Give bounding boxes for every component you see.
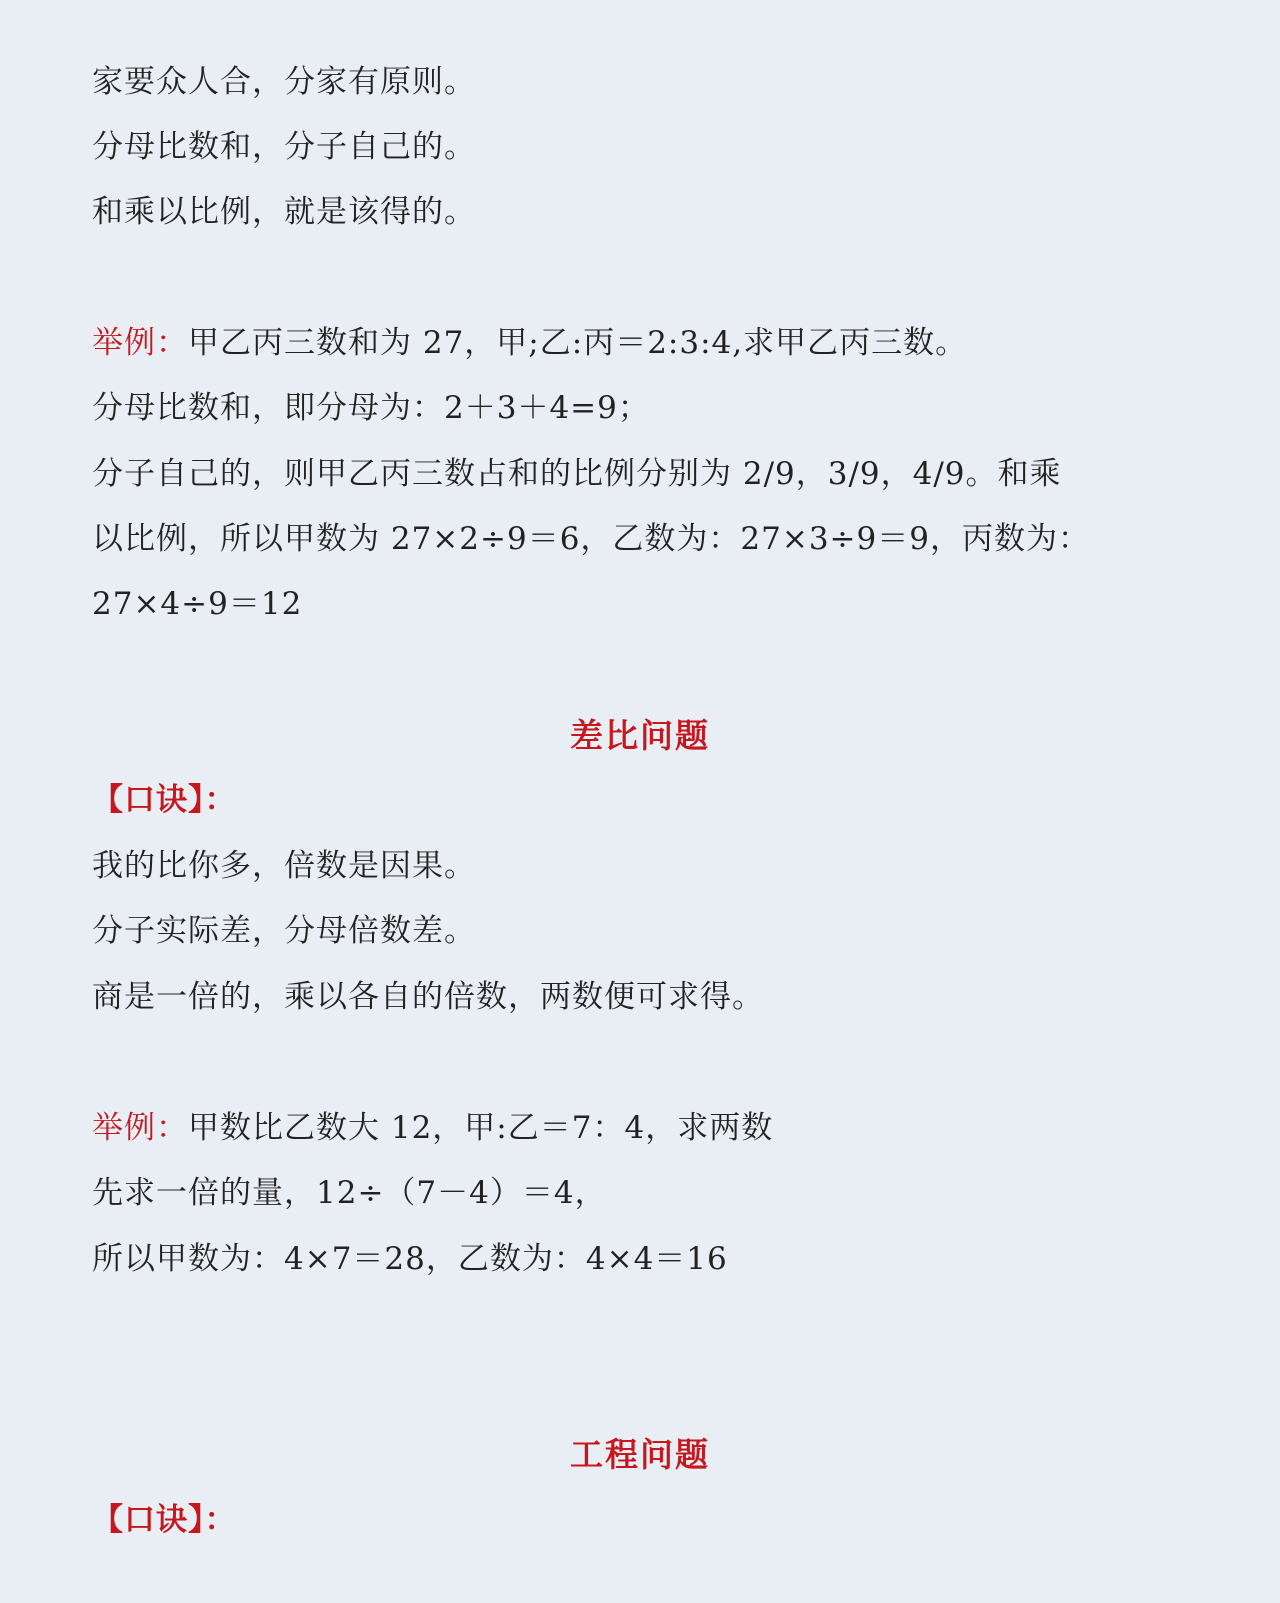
example-label-2: 举例： (92, 1110, 188, 1146)
solution-line-3: 以比例，所以甲数为 27×2÷9＝6，乙数为：27×3÷9＝9，丙数为： (92, 521, 1090, 557)
verse-line-6: 商是一倍的，乘以各自的倍数，两数便可求得。 (92, 979, 764, 1015)
verse-line-3: 和乘以比例，就是该得的。 (92, 194, 476, 230)
verse-line-2: 分母比数和，分子自己的。 (92, 129, 476, 165)
solution-line-4: 27×4÷9＝12 (92, 586, 303, 622)
section-title-engineering: 工程问题 (570, 1435, 710, 1474)
example-label: 举例： (92, 325, 188, 361)
solution-line-2: 分子自己的，则甲乙丙三数占和的比例分别为 2/9，3/9，4/9。和乘 (92, 456, 1062, 492)
mnemonic-tag-2 (92, 1500, 1180, 1540)
verse-line-4: 我的比你多，倍数是因果。 (92, 848, 476, 884)
mnemonic-tag (92, 780, 1180, 820)
example-line (92, 323, 1180, 363)
example-text-2: 甲数比乙数大 12，甲:乙＝7：4，求两数 (188, 1110, 774, 1146)
solution-line-6: 所以甲数为：4×7＝28，乙数为：4×4＝16 (92, 1241, 728, 1277)
mnemonic-tag-text-2: 【口诀】： (92, 1502, 237, 1538)
mnemonic-tag-text: 【口诀】： (92, 782, 237, 818)
verse-line-5: 分子实际差，分母倍数差。 (92, 913, 476, 949)
section-title-difference-ratio: 差比问题 (570, 716, 710, 755)
example-line-2 (92, 1108, 1180, 1148)
solution-line-5: 先求一倍的量，12÷（7－4）＝4， (92, 1175, 607, 1211)
solution-line-1: 分母比数和，即分母为：2＋3＋4=9； (92, 390, 650, 426)
example-text: 甲乙丙三数和为 27，甲;乙:丙＝2:3:4,求甲乙丙三数。 (188, 325, 968, 361)
verse-line-1: 家要众人合，分家有原则。 (92, 64, 476, 100)
